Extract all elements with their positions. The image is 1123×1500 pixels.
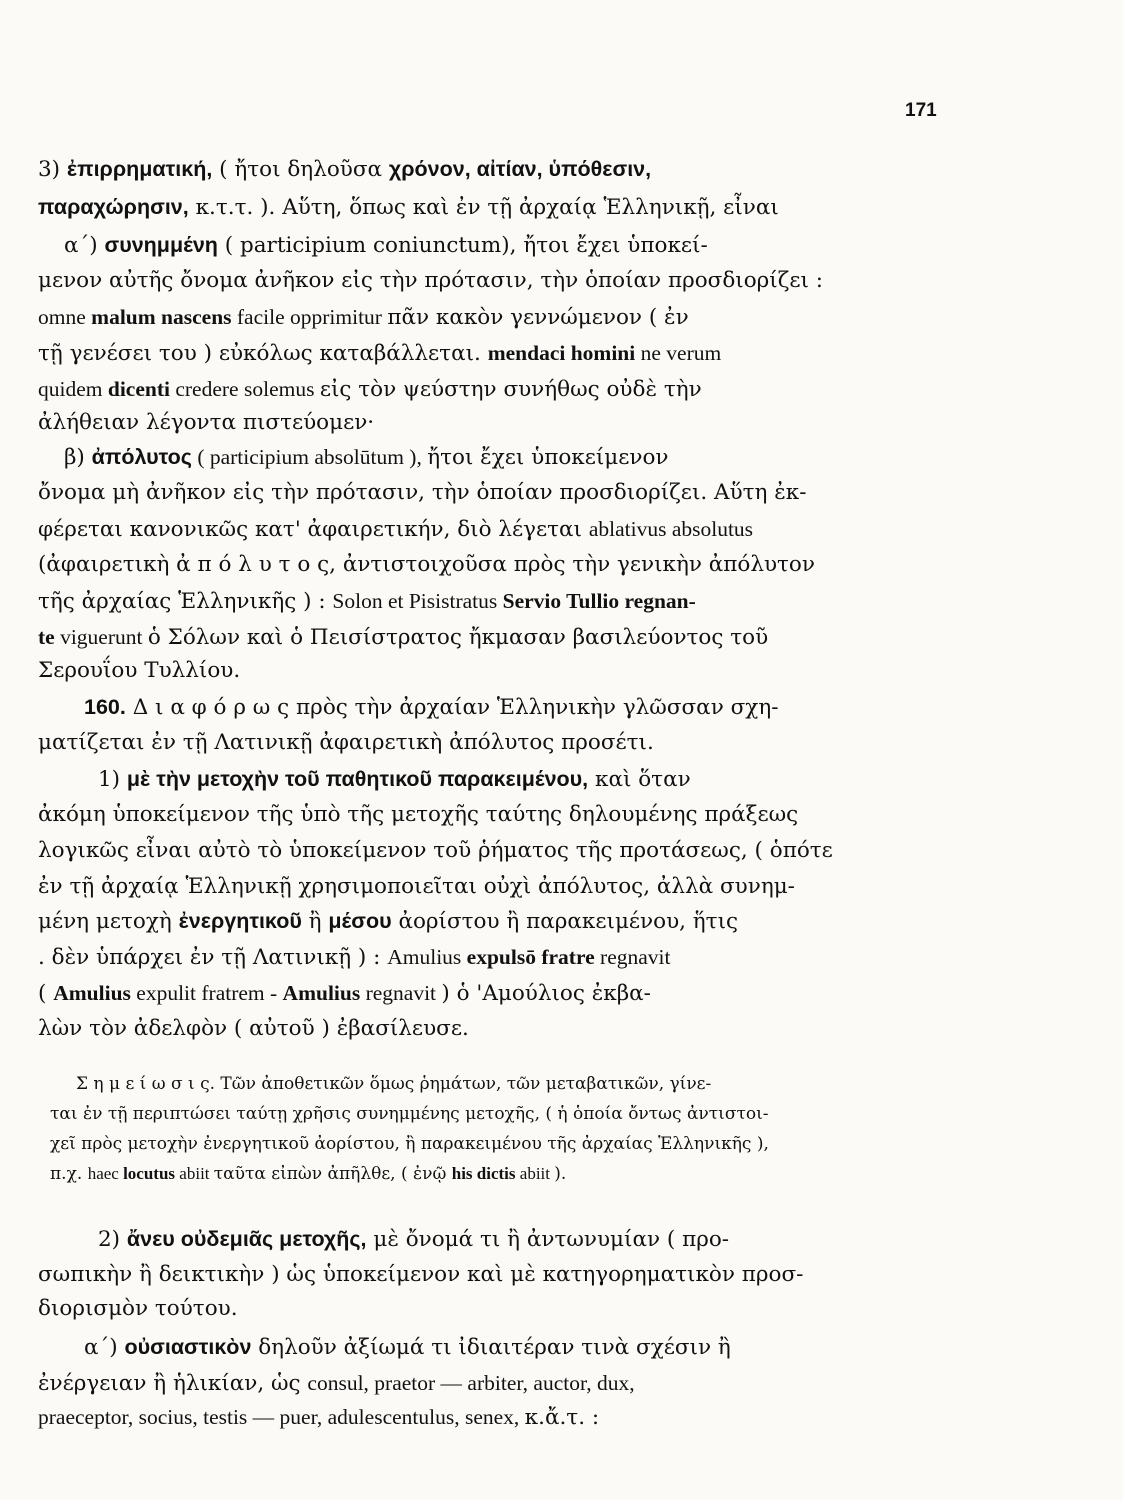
text-run: abiit <box>175 1164 214 1183</box>
text-run: ( participium coniunctum), ἤτοι ἔχει ὑποκεί- <box>217 233 708 258</box>
text-run: regnavit <box>360 981 442 1005</box>
text-run: μενον αὐτῆς ὄνομα ἀνῆκον εἰς τὴν πρότασιν, τὴν ὁποίαν προσδιορίζει : <box>38 268 824 293</box>
text-run: omne <box>38 305 92 329</box>
text-run: μέσου <box>328 909 392 933</box>
text-run: χεῖ πρὸς μετοχὴν ἐνεργητικοῦ ἀορίστου, ἢ παρακειμένου τῆς ἀρχαίας Ἑλληνικῆς ), <box>50 1134 769 1154</box>
text-run: te <box>38 625 55 649</box>
text-run: consul, praetor — arbiter, auctor, dux, <box>307 1371 635 1395</box>
text-line <box>38 1400 1038 1434</box>
text-run: συνημμένη <box>104 233 218 257</box>
text-line <box>38 726 1038 760</box>
text-run: Amulius <box>282 981 361 1005</box>
text-line <box>38 976 1038 1010</box>
text-run: Σ η μ ε ί ω σ ι ς. Τῶν ἀποθετικῶν ὅμως ῥημάτων, τῶν μεταβατικῶν, γίνε- <box>76 1074 712 1094</box>
text-run: τῇ γενέσει του ) εὐκόλως καταβάλλεται. <box>38 341 488 366</box>
text-run: ( ἤτοι δηλοῦσα <box>212 157 389 182</box>
text-line <box>38 548 1038 582</box>
text-run: ἀπόλυτος <box>91 445 192 469</box>
text-line <box>38 940 1038 974</box>
text-run: . δὲν ὑπάρχει ἐν τῇ Λατινικῇ ) : <box>38 945 388 970</box>
text-run: facile opprimitur <box>231 305 388 329</box>
text-line <box>38 620 1038 654</box>
text-line <box>38 798 1038 832</box>
text-run: διορισμὸν τούτου. <box>38 1296 238 1321</box>
text-run: ) ὁ 'Αμούλιος ἐκβα- <box>441 981 651 1006</box>
text-run: τῆς ἀρχαίας Ἑλληνικῆς ) : <box>38 589 333 614</box>
text-run: ἐνεργητικοῦ <box>178 909 302 933</box>
text-run: quidem <box>38 377 108 401</box>
text-run: δηλοῦν ἀξίωμά τι ἰδιαιτέραν τινὰ σχέσιν ἢ <box>251 1335 731 1360</box>
text-line <box>38 1366 1038 1400</box>
text-run: ἀλήθειαν λέγοντα πιστεύομεν· <box>38 410 375 435</box>
text-run: (ἀφαιρετικὴ ἀ π ό λ υ τ ο ς, ἀντιστοιχοῦσα πρὸς τὴν γενικὴν ἀπόλυτον <box>38 552 815 577</box>
text-run: ἐν τῇ ἀρχαίᾳ Ἑλληνικῇ χρησιμοποιεῖται οὐχὶ ἀπόλυτος, ἀλλὰ συνημ- <box>38 874 795 899</box>
text-run: εἰς τὸν ψεύστην συνήθως οὐδὲ τὴν <box>319 377 702 402</box>
text-run: π.χ. <box>50 1164 88 1184</box>
text-run: ματίζεται ἐν τῇ Λατινικῇ ἀφαιρετικὴ ἀπόλυτος προσέτι. <box>38 730 654 755</box>
text-run: ἐνέργειαν ἢ ἡλικίαν, ὡς <box>38 1371 308 1396</box>
text-run: ). <box>554 1164 567 1184</box>
text-run: his dictis <box>451 1164 516 1183</box>
text-line <box>38 440 1064 474</box>
text-line <box>38 1012 1038 1046</box>
text-run: ἢ <box>301 909 329 934</box>
text-line <box>38 904 1038 938</box>
text-run: α΄) <box>64 233 105 258</box>
text-run: μὲ τὴν μετοχὴν τοῦ παθητικοῦ παρακειμένου, <box>126 767 589 791</box>
text-line <box>38 1258 1038 1292</box>
text-run: locutus <box>123 1164 176 1183</box>
text-run: παραχώρησιν, <box>38 195 189 219</box>
text-run: ὄνομα μὴ ἀνῆκον εἰς τὴν πρότασιν, τὴν ὁποίαν προσδιορίζει. Αὕτη ἐκ- <box>38 480 807 505</box>
text-line <box>38 1330 1084 1364</box>
text-run: κ.ἄ.τ. : <box>524 1405 600 1430</box>
text-run: λὼν τὸν ἀδελφὸν ( αὐτοῦ ) ἐβασίλευσε. <box>38 1016 469 1041</box>
text-line <box>38 152 1038 186</box>
text-run: ἀκόμη ὑποκείμενον τῆς ὑπὸ τῆς μετοχῆς ταύτης δηλουμένης πράξεως <box>38 802 799 827</box>
text-run: Amulius <box>53 981 131 1005</box>
text-line <box>38 834 1038 868</box>
note-line <box>50 1100 1050 1128</box>
text-line <box>38 228 1064 262</box>
text-run: malum nascens <box>91 305 232 329</box>
text-run: credere solemus <box>169 377 320 401</box>
text-run: κ.τ.τ. ). Αὕτη, ὅπως καὶ ἐν τῇ ἀρχαίᾳ Ἑλληνικῇ, εἶναι <box>188 195 779 220</box>
text-line <box>38 512 1038 546</box>
text-run: ἄνευ οὐδεμιᾶς μετοχῆς, <box>126 1227 367 1251</box>
text-run: 1) <box>98 767 127 792</box>
page-number: 171 <box>905 100 937 121</box>
text-run: 3) <box>38 157 67 182</box>
text-run: ( participium absolūtum ), <box>191 445 428 469</box>
text-line <box>38 476 1038 510</box>
text-run: abiit <box>515 1164 555 1183</box>
text-run: expulit fratrem - <box>130 981 283 1005</box>
text-run: ἀορίστου ἢ παρακειμένου, ἥτις <box>391 909 739 934</box>
text-run: λογικῶς εἶναι αὐτὸ τὸ ὑποκείμενον τοῦ ῥήματος τῆς προτάσεως, ( ὁπότε <box>38 838 833 863</box>
text-run: Σερουΐου Τυλλίου. <box>38 658 241 683</box>
text-run: ne verum <box>635 341 722 365</box>
text-line <box>38 1292 1038 1326</box>
text-run: mendaci homini <box>487 341 636 365</box>
text-line <box>38 654 1038 688</box>
text-line <box>38 372 1038 406</box>
text-line <box>38 300 1038 334</box>
text-run: Solon et Pisistratus <box>332 589 503 613</box>
text-line <box>38 264 1038 298</box>
text-run: σωπικὴν ἢ δεικτικὴν ) ὡς ὑποκείμενον καὶ μὲ κατηγορηματικὸν προσ- <box>38 1262 804 1287</box>
text-run: ται ἐν τῇ περιπτώσει ταύτῃ χρῆσις συνημμένης μετοχῆς, ( ἡ ὁποία ὄντως ἀντιστοι- <box>50 1104 769 1124</box>
text-run: καὶ ὅταν <box>588 767 691 792</box>
text-run: viguerunt <box>54 625 148 649</box>
note-line <box>50 1130 1050 1158</box>
text-run: regnavit <box>594 945 671 969</box>
text-run: φέρεται κανονικῶς κατ' ἀφαιρετικήν, διὸ λέγεται <box>38 517 589 542</box>
text-run: πᾶν κακὸν γεννώμενον ( ἐν <box>387 305 689 330</box>
text-run: χρόνον, αἰτίαν, ὑπόθεσιν, <box>388 157 652 181</box>
text-line <box>38 690 1084 724</box>
text-line <box>38 406 1038 440</box>
text-run: Amulius <box>387 945 467 969</box>
text-run: praeceptor, socius, testis — puer, adulescentulus, senex, <box>38 1405 525 1429</box>
text-run: 2) <box>98 1227 127 1252</box>
text-run: Δ ι α φ ό ρ ω ς πρὸς τὴν ἀρχαίαν Ἑλληνικὴν γλῶσσαν σχη- <box>125 695 779 720</box>
text-run: α΄) <box>84 1335 125 1360</box>
text-run: μένη μετοχὴ <box>38 909 179 934</box>
text-run: β) <box>64 445 92 470</box>
note-line <box>50 1160 1050 1188</box>
text-line <box>38 584 1038 618</box>
text-line <box>38 762 1098 796</box>
text-run: ὁ Σόλων καὶ ὁ Πεισίστρατος ἤκμασαν βασιλεύοντος τοῦ <box>147 625 769 650</box>
text-run: ἐπιρρηματική, <box>66 157 213 181</box>
text-run: dicenti <box>107 377 170 401</box>
text-run: ablativus absolutus <box>588 517 754 541</box>
text-run: ταῦτα εἰπὼν ἀπῆλθε, ( ἐνῷ <box>213 1164 452 1184</box>
text-run: οὐσιαστικὸν <box>124 1335 252 1359</box>
text-run: ( <box>38 981 54 1006</box>
text-line <box>38 1222 1098 1256</box>
text-line <box>38 336 1038 370</box>
text-run: haec <box>87 1164 124 1183</box>
text-line <box>38 190 1038 224</box>
note-line <box>76 1070 1076 1098</box>
text-run: 160. <box>84 695 126 719</box>
text-run: expulsō fratre <box>466 945 595 969</box>
text-line <box>38 870 1038 904</box>
text-run: ἤτοι ἔχει ὑποκείμενον <box>427 445 669 470</box>
text-run: μὲ ὄνομά τι ἢ ἀντωνυμίαν ( προ- <box>366 1227 730 1252</box>
text-run: Servio Tullio regnan- <box>502 589 696 613</box>
